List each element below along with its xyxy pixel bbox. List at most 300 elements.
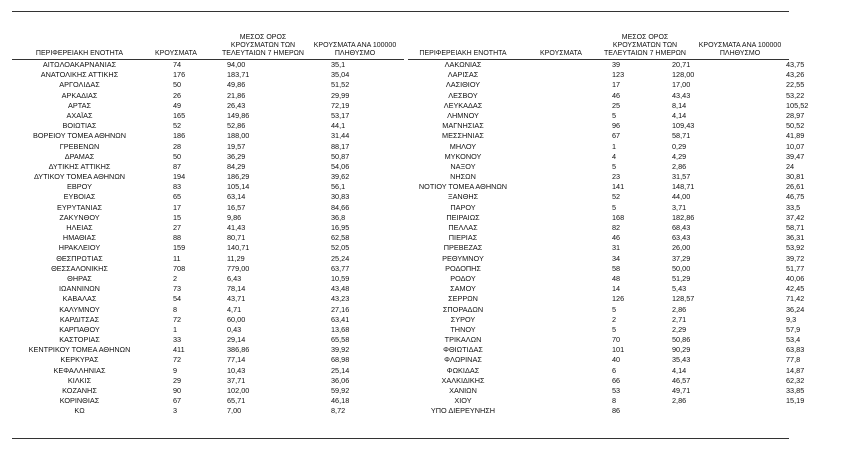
left-table-row — [12, 233, 401, 243]
right-table-row — [404, 91, 858, 101]
right-cell-rate-per-100k — [742, 406, 858, 416]
right-cell-avg-7day: 182,86 — [672, 212, 695, 222]
right-cell-avg-7day: 63,43 — [672, 233, 691, 243]
left-cell-cases: 27 — [173, 223, 182, 232]
left-cell-rate-per-100k: 88,17 — [331, 141, 350, 151]
left-table-row — [12, 243, 401, 253]
right-cell-rate-per-100k: 41,89 — [786, 131, 805, 141]
left-cell-rate-per-100k: 36,06 — [331, 375, 350, 385]
left-table-row — [12, 162, 401, 172]
right-cell-region-name: ΠΡΕΒΕΖΑΣ — [443, 243, 483, 253]
right-cell-rate-per-100k: 36,31 — [786, 233, 805, 243]
left-table-row — [12, 60, 401, 70]
left-cell-rate-per-100k: 63,77 — [331, 263, 350, 273]
right-cell-avg-7day: 26,00 — [672, 243, 691, 253]
right-table-row — [404, 396, 858, 406]
right-cell-cases: 96 — [612, 121, 621, 131]
right-cell-avg-7day: 2,29 — [672, 324, 687, 334]
left-cell-region-name: ΕΒΡΟΥ — [67, 182, 92, 192]
left-cell-region-name: ΚΟΖΑΝΗΣ — [62, 386, 97, 395]
right-table-row — [404, 376, 858, 386]
left-cell-cases: 50 — [173, 151, 182, 161]
left-cell-avg-7day: 84,29 — [227, 161, 246, 171]
right-cell-cases: 14 — [612, 284, 621, 294]
right-table-row — [404, 315, 858, 325]
right-cell-rate-per-100k: 77,8 — [786, 355, 801, 365]
right-cell-region-name: ΛΑΣΙΘΙΟΥ — [445, 80, 481, 90]
left-cell-region-name: ΔΡΑΜΑΣ — [64, 151, 95, 161]
left-cell-cases: 2 — [173, 273, 178, 283]
left-cell-region-name: ΚΟΡΙΝΘΙΑΣ — [59, 396, 100, 406]
left-cell-cases: 88 — [173, 233, 182, 243]
right-table-row — [404, 152, 858, 162]
left-cell-rate-per-100k: 27,16 — [331, 304, 350, 314]
left-cell-rate-per-100k: 68,98 — [331, 355, 350, 365]
left-cell-region-name: ΚΕΝΤΡΙΚΟΥ ΤΟΜΕΑ ΑΘΗΝΩΝ — [28, 345, 131, 355]
right-cell-rate-per-100k: 14,87 — [786, 365, 805, 375]
left-cell-avg-7day: 6,43 — [227, 273, 242, 283]
right-cell-region-name: ΤΡΙΚΑΛΩΝ — [444, 335, 482, 345]
left-cell-cases: 3 — [173, 406, 178, 416]
right-cell-region-name: ΦΛΩΡΙΝΑΣ — [444, 355, 482, 365]
right-cell-region-name: ΛΑΚΩΝΙΑΣ — [444, 60, 482, 69]
right-table-row — [404, 223, 858, 233]
left-cell-cases: 17 — [173, 202, 182, 212]
left-cell-region-name: ΑΝΑΤΟΛΙΚΗΣ ΑΤΤΙΚΗΣ — [40, 70, 119, 80]
right-cell-rate-per-100k: 50,52 — [786, 121, 805, 131]
right-cell-cases: 31 — [612, 243, 621, 253]
left-table-row — [12, 254, 401, 264]
left-cell-avg-7day: 36,29 — [227, 151, 246, 161]
right-cell-avg-7day: 90,29 — [672, 345, 691, 355]
header-region-right: ΠΕΡΙΦΕΡΕΙΑΚΗ ΕΝΟΤΗΤΑ — [419, 50, 507, 57]
right-cell-region-name: ΜΕΣΣΗΝΙΑΣ — [442, 131, 484, 141]
left-cell-rate-per-100k: 8,72 — [331, 406, 346, 416]
header-region-left: ΠΕΡΙΦΕΡΕΙΑΚΗ ΕΝΟΤΗΤΑ — [35, 50, 124, 57]
header-cases-left: ΚΡΟΥΣΜΑΤΑ — [155, 50, 197, 57]
right-table-row — [404, 172, 858, 182]
left-cell-rate-per-100k: 46,18 — [331, 396, 350, 406]
right-cell-rate-per-100k: 71,42 — [786, 294, 805, 304]
left-cell-cases: 28 — [173, 141, 182, 151]
left-cell-avg-7day: 4,71 — [227, 304, 242, 314]
right-cell-region-name: ΧΑΛΚΙΔΙΚΗΣ — [441, 375, 485, 385]
right-cell-region-name: ΦΘΙΩΤΙΔΑΣ — [443, 345, 483, 355]
left-cell-region-name: ΓΡΕΒΕΝΩΝ — [59, 141, 100, 151]
right-table-row — [404, 111, 858, 121]
right-table-row — [404, 182, 858, 192]
left-cell-cases: 26 — [173, 90, 182, 100]
right-cell-avg-7day: 148,71 — [672, 182, 695, 192]
right-cell-region-name: ΡΟΔΟΠΗΣ — [445, 263, 481, 273]
left-cell-cases: 9 — [173, 365, 178, 375]
left-table-row — [12, 315, 401, 325]
right-cell-cases: 5 — [612, 304, 617, 314]
left-table-row — [12, 325, 401, 335]
left-cell-cases: 65 — [173, 192, 182, 202]
left-table-row — [12, 335, 401, 345]
left-cell-cases: 176 — [173, 70, 186, 80]
right-cell-region-name: ΣΕΡΡΩΝ — [448, 294, 478, 304]
right-cell-cases: 8 — [612, 396, 617, 406]
right-cell-cases: 5 — [612, 161, 617, 171]
left-cell-cases: 159 — [173, 243, 186, 253]
right-table-row — [404, 406, 858, 416]
right-cell-avg-7day: 2,86 — [672, 304, 687, 314]
left-table-row — [12, 366, 401, 376]
right-cell-region-name: ΝΗΣΩΝ — [450, 172, 476, 182]
right-cell-region-name: ΝΑΞΟΥ — [450, 161, 476, 171]
right-cell-rate-per-100k: 51,77 — [786, 263, 805, 273]
left-cell-cases: 50 — [173, 80, 182, 90]
right-table-row — [404, 70, 858, 80]
table-bottom-rule — [12, 438, 789, 439]
header-rate-right: ΚΡΟΥΣΜΑΤΑ ΑΝΑ 100000 ΠΛΗΘΥΣΜΟ — [698, 42, 782, 57]
left-cell-region-name: ΕΥΡΥΤΑΝΙΑΣ — [57, 202, 102, 212]
left-cell-region-name: ΑΡΚΑΔΙΑΣ — [61, 90, 98, 100]
left-cell-region-name: ΚΕΦΑΛΛΗΝΙΑΣ — [53, 365, 106, 375]
right-cell-cases: 46 — [612, 90, 621, 100]
left-cell-rate-per-100k: 39,62 — [331, 172, 350, 182]
right-cell-cases: 141 — [612, 182, 625, 192]
right-cell-region-name: ΣΠΟΡΑΔΩΝ — [442, 304, 484, 314]
left-table-row — [12, 213, 401, 223]
left-cell-cases: 411 — [173, 345, 185, 355]
header-cases-right: ΚΡΟΥΣΜΑΤΑ — [540, 50, 582, 57]
left-cell-rate-per-100k: 50,87 — [331, 151, 350, 161]
left-table-row — [12, 305, 401, 315]
right-cell-cases: 1 — [612, 141, 617, 151]
left-cell-rate-per-100k: 56,1 — [331, 182, 346, 192]
right-cell-avg-7day: 4,14 — [672, 365, 687, 375]
right-cell-cases: 39 — [612, 60, 621, 69]
left-cell-rate-per-100k: 16,95 — [331, 223, 350, 232]
right-cell-avg-7day: 128,00 — [672, 70, 695, 80]
right-cell-rate-per-100k: 39,47 — [786, 151, 805, 161]
left-cell-avg-7day: 386,86 — [227, 345, 250, 355]
right-cell-cases: 101 — [612, 345, 625, 355]
right-cell-cases: 126 — [612, 294, 625, 304]
right-cell-cases: 82 — [612, 223, 621, 232]
left-table-row — [12, 376, 401, 386]
right-cell-region-name: ΡΕΘΥΜΝΟΥ — [442, 253, 484, 263]
right-table-row — [404, 325, 858, 335]
left-cell-region-name: ΚΩ — [74, 406, 85, 416]
left-cell-avg-7day: 140,71 — [227, 243, 250, 253]
right-cell-rate-per-100k: 53,4 — [786, 335, 801, 345]
right-table-row — [404, 101, 858, 111]
right-cell-region-name: ΣΥΡΟΥ — [450, 314, 476, 324]
left-cell-rate-per-100k: 29,99 — [331, 90, 350, 100]
right-cell-rate-per-100k: 9,3 — [786, 314, 797, 324]
right-cell-rate-per-100k: 15,19 — [786, 396, 805, 406]
left-cell-rate-per-100k: 54,06 — [331, 161, 350, 171]
right-table-row — [404, 345, 858, 355]
left-cell-region-name: ΑΡΤΑΣ — [67, 100, 92, 110]
right-table-row — [404, 142, 858, 152]
right-cell-rate-per-100k: 26,61 — [786, 182, 805, 192]
left-cell-avg-7day: 186,29 — [227, 172, 250, 182]
left-cell-region-name: ΒΟΡΕΙΟΥ ΤΟΜΕΑ ΑΘΗΝΩΝ — [32, 131, 127, 141]
left-cell-cases: 49 — [173, 100, 182, 110]
right-cell-cases: 123 — [612, 70, 625, 80]
left-cell-avg-7day: 37,71 — [227, 375, 246, 385]
left-cell-rate-per-100k: 65,58 — [331, 335, 350, 345]
left-table-row — [12, 345, 401, 355]
right-table-row — [404, 121, 858, 131]
right-table-row — [404, 203, 858, 213]
right-cell-cases: 40 — [612, 355, 621, 365]
right-table-row — [404, 386, 858, 396]
left-table-row — [12, 80, 401, 90]
left-table-row — [12, 152, 401, 162]
right-cell-avg-7day: 128,57 — [672, 294, 695, 304]
right-table-row — [404, 264, 858, 274]
right-cell-avg-7day: 50,86 — [672, 335, 691, 345]
left-table-row — [12, 203, 401, 213]
right-cell-avg-7day: 46,57 — [672, 375, 691, 385]
left-cell-region-name: ΚΑΡΔΙΤΣΑΣ — [59, 314, 100, 324]
left-table-row — [12, 386, 401, 396]
left-table-row — [12, 192, 401, 202]
left-table-row — [12, 131, 401, 141]
right-cell-cases: 46 — [612, 233, 621, 243]
right-cell-cases: 34 — [612, 253, 621, 263]
right-cell-avg-7day: 8,14 — [672, 100, 687, 110]
left-cell-avg-7day: 21,86 — [227, 90, 246, 100]
right-cell-rate-per-100k: 105,52 — [786, 100, 809, 110]
left-cell-avg-7day: 94,00 — [227, 60, 246, 69]
right-cell-rate-per-100k: 63,83 — [786, 345, 805, 355]
right-cell-region-name: ΛΗΜΝΟΥ — [447, 110, 479, 120]
left-cell-cases: 186 — [173, 131, 186, 141]
left-cell-rate-per-100k: 30,83 — [331, 192, 350, 202]
right-cell-cases: 4 — [612, 151, 617, 161]
right-cell-rate-per-100k: 10,07 — [786, 141, 805, 151]
right-cell-region-name: ΧΙΟΥ — [454, 396, 472, 406]
right-cell-region-name: ΞΑΝΘΗΣ — [447, 192, 479, 202]
left-cell-avg-7day: 7,00 — [227, 406, 242, 416]
right-cell-region-name: ΦΩΚΙΔΑΣ — [446, 365, 480, 375]
header-avg-left: ΜΕΣΟΣ ΟΡΟΣ ΚΡΟΥΣΜΑΤΩΝ ΤΩΝ ΤΕΛΕΥΤΑΙΩΝ 7 ΗΜΕΡΩΝ — [222, 34, 304, 57]
left-cell-avg-7day: 16,57 — [227, 202, 246, 212]
left-cell-region-name: ΘΕΣΠΡΩΤΙΑΣ — [56, 253, 103, 263]
left-cell-avg-7day: 52,86 — [227, 121, 246, 131]
right-cell-avg-7day: 37,29 — [672, 253, 691, 263]
right-cell-avg-7day — [646, 406, 742, 416]
right-cell-rate-per-100k: 36,24 — [786, 304, 805, 314]
right-table-row — [404, 335, 858, 345]
left-cell-cases: 165 — [173, 110, 186, 120]
left-table-row — [12, 396, 401, 406]
right-cell-cases: 23 — [612, 172, 621, 182]
right-cell-rate-per-100k: 40,06 — [786, 273, 805, 283]
left-cell-avg-7day: 11,29 — [227, 253, 245, 263]
right-cell-rate-per-100k: 22,55 — [786, 80, 805, 90]
left-cell-rate-per-100k: 53,17 — [331, 110, 350, 120]
left-cell-cases: 83 — [173, 182, 182, 192]
right-cell-region-name: ΠΑΡΟΥ — [450, 202, 476, 212]
left-cell-region-name: ΒΟΙΩΤΙΑΣ — [62, 121, 97, 131]
header-rate-left: ΚΡΟΥΣΜΑΤΑ ΑΝΑ 100000 ΠΛΗΘΥΣΜΟ — [313, 42, 397, 57]
right-cell-cases: 67 — [612, 131, 621, 141]
right-cell-cases: 6 — [612, 365, 617, 375]
right-table-row — [404, 233, 858, 243]
left-cell-rate-per-100k: 52,05 — [331, 243, 350, 253]
left-table-row — [12, 274, 401, 284]
left-cell-rate-per-100k: 35,1 — [331, 60, 346, 69]
table-top-rule — [12, 11, 789, 12]
left-table-row — [12, 70, 401, 80]
left-cell-rate-per-100k: 13,68 — [331, 324, 350, 334]
right-cell-rate-per-100k: 62,32 — [786, 375, 805, 385]
left-cell-avg-7day: 43,71 — [227, 294, 246, 304]
left-cell-rate-per-100k: 35,04 — [331, 70, 350, 80]
left-table-row — [12, 182, 401, 192]
right-cell-cases: 5 — [612, 110, 617, 120]
left-cell-region-name: ΑΧΑΪΑΣ — [66, 110, 93, 120]
right-cell-cases: 70 — [612, 335, 621, 345]
right-table-row — [404, 243, 858, 253]
right-table-row — [404, 355, 858, 365]
right-cell-rate-per-100k: 46,75 — [786, 192, 805, 202]
left-cell-rate-per-100k: 25,24 — [331, 253, 350, 263]
left-cell-cases: 72 — [173, 314, 182, 324]
left-cell-rate-per-100k: 59,92 — [331, 386, 350, 395]
left-cell-avg-7day: 77,14 — [227, 355, 246, 365]
left-table-row — [12, 264, 401, 274]
left-cell-avg-7day: 149,86 — [227, 110, 250, 120]
right-cell-cases: 53 — [612, 386, 621, 395]
right-table-row — [404, 80, 858, 90]
right-cell-region-name: ΧΑΝΙΩΝ — [449, 386, 477, 395]
left-cell-region-name: ΚΙΛΚΙΣ — [67, 375, 92, 385]
left-cell-avg-7day: 0,43 — [227, 324, 242, 334]
right-cell-rate-per-100k: 30,81 — [786, 172, 805, 182]
left-cell-avg-7day: 29,14 — [227, 335, 246, 345]
right-cell-region-name: ΜΗΛΟΥ — [449, 141, 477, 151]
right-cell-region-name: ΜΥΚΟΝΟΥ — [444, 151, 482, 161]
left-cell-avg-7day: 49,86 — [227, 80, 246, 90]
right-table-row — [404, 213, 858, 223]
left-cell-avg-7day: 10,43 — [227, 365, 246, 375]
left-cell-region-name: ΑΙΤΩΛΟΑΚΑΡΝΑΝΙΑΣ — [42, 60, 117, 69]
right-cell-rate-per-100k: 33,85 — [786, 386, 805, 395]
right-cell-avg-7day: 43,43 — [672, 90, 691, 100]
right-cell-region-name: ΠΕΛΛΑΣ — [448, 223, 478, 232]
left-cell-avg-7day: 188,00 — [227, 131, 250, 141]
left-cell-rate-per-100k: 63,41 — [331, 314, 350, 324]
right-cell-avg-7day: 4,14 — [672, 110, 687, 120]
right-cell-rate-per-100k: 57,9 — [786, 324, 801, 334]
right-table-row — [404, 294, 858, 304]
right-cell-region-name: ΣΑΜΟΥ — [450, 284, 476, 294]
right-cell-rate-per-100k: 28,97 — [786, 110, 805, 120]
right-cell-avg-7day: 49,71 — [672, 386, 691, 395]
left-table-body — [12, 60, 401, 417]
header-avg-right: ΜΕΣΟΣ ΟΡΟΣ ΚΡΟΥΣΜΑΤΩΝ ΤΩΝ ΤΕΛΕΥΤΑΙΩΝ 7 ΗΜΕΡΩΝ — [604, 34, 686, 57]
right-cell-region-name: ΛΕΥΚΑΔΑΣ — [443, 100, 483, 110]
left-cell-cases: 8 — [173, 304, 178, 314]
right-cell-avg-7day: 0,29 — [672, 141, 687, 151]
right-cell-cases: 17 — [612, 80, 621, 90]
left-table-row — [12, 121, 401, 131]
right-cell-cases: 66 — [612, 375, 621, 385]
left-cell-rate-per-100k: 43,23 — [331, 294, 350, 304]
left-cell-rate-per-100k: 84,66 — [331, 202, 350, 212]
right-table-row — [404, 284, 858, 294]
right-cell-cases: 48 — [612, 273, 621, 283]
right-cell-avg-7day: 109,43 — [672, 121, 695, 131]
left-cell-region-name: ΚΑΒΑΛΑΣ — [62, 294, 97, 304]
left-cell-cases: 72 — [173, 355, 182, 365]
right-cell-cases: 2 — [612, 314, 617, 324]
left-cell-rate-per-100k: 43,48 — [331, 284, 350, 294]
right-table-row — [404, 366, 858, 376]
left-cell-rate-per-100k: 36,8 — [331, 212, 346, 222]
right-cell-cases: 168 — [612, 212, 625, 222]
right-cell-avg-7day: 2,71 — [672, 314, 687, 324]
left-cell-cases: 74 — [173, 60, 182, 69]
right-cell-cases: 52 — [612, 192, 621, 202]
right-cell-rate-per-100k: 37,42 — [786, 212, 805, 222]
right-cell-avg-7day: 31,57 — [672, 172, 691, 182]
right-cell-region-name: ΠΕΙΡΑΙΩΣ — [446, 212, 480, 222]
left-cell-cases: 1 — [173, 324, 178, 334]
right-cell-rate-per-100k: 53,92 — [786, 243, 805, 253]
left-cell-region-name: ΚΕΡΚΥΡΑΣ — [60, 355, 99, 365]
left-cell-region-name: ΗΡΑΚΛΕΙΟΥ — [58, 243, 101, 253]
right-table-row — [404, 274, 858, 284]
right-cell-region-name: ΤΗΝΟΥ — [450, 324, 476, 334]
left-cell-region-name: ΖΑΚΥΝΘΟΥ — [59, 212, 100, 222]
left-cell-avg-7day: 41,43 — [227, 223, 246, 232]
right-cell-avg-7day: 51,29 — [672, 273, 691, 283]
left-cell-region-name: ΑΡΓΟΛΙΔΑΣ — [59, 80, 100, 90]
left-cell-avg-7day: 65,71 — [227, 396, 246, 406]
left-table-row — [12, 223, 401, 233]
left-table-row — [12, 142, 401, 152]
left-cell-cases: 52 — [173, 121, 182, 131]
right-cell-avg-7day: 5,43 — [672, 284, 687, 294]
left-cell-rate-per-100k: 62,58 — [331, 233, 350, 243]
left-cell-cases: 194 — [173, 172, 186, 182]
left-table-row — [12, 172, 401, 182]
left-cell-region-name: ΚΑΡΠΑΘΟΥ — [59, 324, 100, 334]
right-cell-avg-7day: 2,86 — [672, 396, 687, 406]
left-cell-cases: 87 — [173, 161, 182, 171]
left-table-row — [12, 406, 401, 416]
right-table-row — [404, 254, 858, 264]
right-cell-avg-7day: 17,00 — [672, 80, 691, 90]
left-cell-region-name: ΗΛΕΙΑΣ — [66, 223, 93, 232]
right-cell-rate-per-100k: 42,45 — [786, 284, 805, 294]
right-table-row — [404, 192, 858, 202]
left-cell-cases: 11 — [173, 253, 181, 263]
left-cell-avg-7day: 105,14 — [227, 182, 250, 192]
left-cell-rate-per-100k: 31,44 — [331, 131, 350, 141]
left-cell-avg-7day: 80,71 — [227, 233, 246, 243]
left-cell-avg-7day: 9,86 — [227, 212, 242, 222]
left-table-row — [12, 355, 401, 365]
left-table-row — [12, 284, 401, 294]
left-cell-region-name: ΕΥΒΟΙΑΣ — [63, 192, 96, 202]
right-cell-cases: 58 — [612, 263, 621, 273]
right-table-row — [404, 131, 858, 141]
right-cell-avg-7day: 35,43 — [672, 355, 691, 365]
left-cell-avg-7day: 19,57 — [227, 141, 246, 151]
right-table-row — [404, 305, 858, 315]
